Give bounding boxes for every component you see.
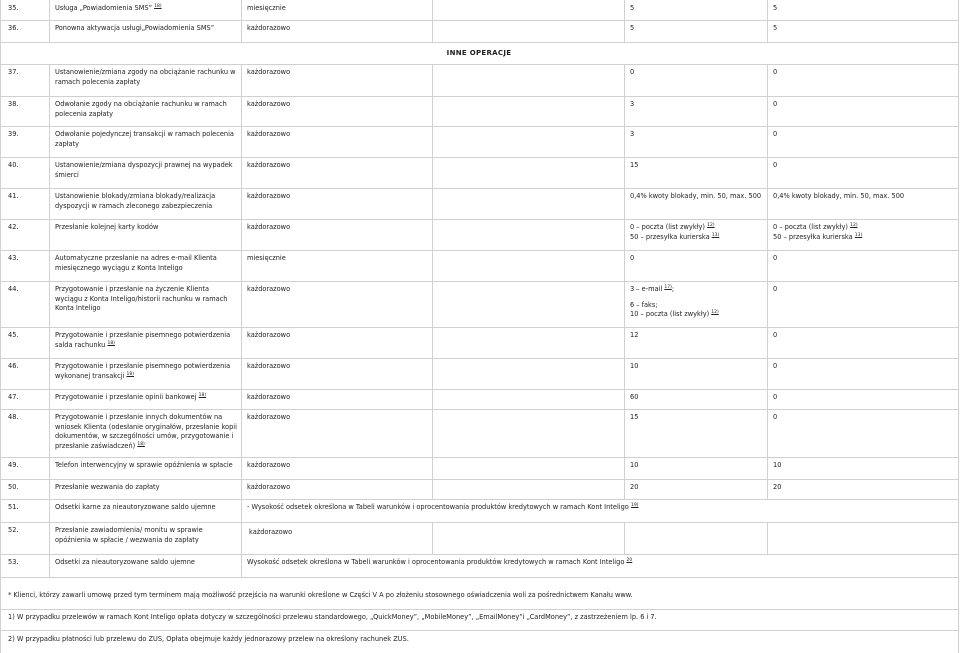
fee-line <box>630 223 719 233</box>
column-divider <box>767 522 768 554</box>
service-name <box>55 285 237 314</box>
row-number-text: 42. <box>8 223 19 231</box>
service-name <box>55 461 237 471</box>
service-name-text: Ustanowienie/zmiana dyspozycji prawnej na wypadek śmierci <box>55 161 233 179</box>
row-number <box>8 285 19 295</box>
row-number-text: 37. <box>8 68 19 76</box>
service-name-text: Przesłanie wezwania do zapłaty <box>55 483 160 491</box>
row-number <box>8 461 19 471</box>
service-name <box>55 331 237 350</box>
fee-standard <box>630 254 634 264</box>
footnote-marker <box>199 393 206 398</box>
footnote-text: 2) W przypadku płatności lub przelewu do ZUS, Opłata obejmuje każdy jednorazowy przelew na określony rachunek ZUS. <box>8 635 409 643</box>
column-divider <box>241 64 242 577</box>
service-name-text: Odsetki za nieautoryzowane saldo ujemne <box>55 558 195 566</box>
frequency-text: każdorazowo <box>247 331 291 339</box>
frequency-text: każdorazowo <box>247 461 291 469</box>
fee-value: 0 <box>773 130 778 138</box>
row-number-text: 50. <box>8 483 19 491</box>
footnote-ref: 13) <box>854 232 863 238</box>
service-name-text: Odwołanie zgody na obciążanie rachunku w ramach polecenia zapłaty <box>55 100 227 118</box>
frequency <box>247 483 290 493</box>
row-number <box>8 526 19 536</box>
fee-discounted <box>773 362 777 372</box>
footnote <box>8 613 657 623</box>
row-divider <box>0 188 958 189</box>
row-divider <box>0 20 958 21</box>
frequency-text: każdorazowo <box>247 130 291 138</box>
fee-value: 0,4% kwoty blokady, min. 50, max. 500 <box>630 192 762 200</box>
fee-line <box>773 223 862 233</box>
service-name <box>55 362 237 381</box>
footnote <box>8 635 409 645</box>
section-header <box>0 49 958 59</box>
frequency-text: każdorazowo <box>247 393 291 401</box>
frequency-text: Wysokość odsetek określona w Tabeli warunków i oprocentowania produktów kredytowych w ramach Kont Inteligo <box>247 558 625 566</box>
fee-line <box>630 310 719 320</box>
frequency <box>247 223 290 233</box>
frequency <box>247 362 290 372</box>
service-name-text: Przygotowanie i przesłanie na życzenie Klienta wyciągu z Konta Inteligo/historii rachunku w ramach Konta Inteligo <box>55 285 228 312</box>
fee-value: 0 <box>773 393 778 401</box>
fee-discounted <box>773 223 862 242</box>
column-divider <box>432 0 433 42</box>
footnote-marker <box>855 233 862 238</box>
frequency-text: każdorazowo <box>247 161 291 169</box>
row-divider <box>0 522 958 523</box>
column-divider <box>767 0 768 42</box>
row-divider <box>0 96 958 97</box>
fee-value: 0,4% kwoty blokady, min. 50, max. 500 <box>773 192 905 200</box>
frequency <box>247 503 638 513</box>
fee-standard <box>630 331 638 341</box>
footnote-marker <box>127 372 134 377</box>
fee-discounted <box>773 393 777 403</box>
row-number <box>8 413 19 423</box>
frequency-text: każdorazowo <box>247 483 291 491</box>
row-number-text: 51. <box>8 503 19 511</box>
footnote-marker <box>707 223 714 228</box>
row-divider <box>0 327 958 328</box>
fee-standard <box>630 413 638 423</box>
frequency-text: miesięcznie <box>247 4 286 12</box>
frequency-text: każdorazowo <box>247 24 291 32</box>
service-name <box>55 558 237 568</box>
fee-line-text: 50 – przesyłka kurierska <box>773 232 853 241</box>
row-divider <box>0 409 958 410</box>
service-name-text: Telefon interwencyjny w sprawie opóźnienia w spłacie <box>55 461 233 469</box>
fee-value: 5 <box>630 4 635 12</box>
row-number <box>8 192 19 202</box>
row-divider <box>0 250 958 251</box>
footnote-ref: 18) <box>126 371 134 377</box>
row-number-text: 48. <box>8 413 19 421</box>
fee-standard <box>630 161 638 171</box>
footnote-marker <box>631 503 638 508</box>
row-divider <box>0 609 958 610</box>
fee-standard <box>630 223 719 242</box>
row-number-text: 44. <box>8 285 19 293</box>
fee-value: 10 <box>773 461 782 469</box>
row-divider <box>0 389 958 390</box>
footnote-ref: 20 <box>626 558 633 563</box>
frequency-text: każdorazowo <box>247 68 291 76</box>
fee-value: 3 <box>630 130 635 138</box>
footnote-ref: 12) <box>850 223 858 228</box>
fee-discounted <box>773 130 777 140</box>
row-number-text: 41. <box>8 192 19 200</box>
fee-value: 20 <box>630 483 639 491</box>
service-name-text: Przygotowanie i przesłanie opinii bankowej <box>55 393 197 401</box>
fee-discounted <box>773 161 777 171</box>
footnote-ref: 12) <box>711 310 719 315</box>
fee-discounted <box>773 254 777 264</box>
fee-standard <box>630 130 634 140</box>
frequency-text: każdorazowo <box>247 100 291 108</box>
frequency <box>247 24 290 34</box>
fee-standard <box>630 483 638 493</box>
footnote-ref: 18) <box>137 441 145 447</box>
service-name <box>55 161 237 180</box>
service-name-text: Odwołanie pojedynczej transakcji w ramach polecenia zapłaty <box>55 130 234 148</box>
service-name <box>55 24 237 34</box>
footnote-ref: 18) <box>107 340 115 346</box>
column-divider <box>432 522 433 554</box>
column-divider <box>432 64 433 499</box>
service-name-text: Ustanowienie/zmiana zgody na obciążanie rachunku w ramach polecenia zapłaty <box>55 68 236 86</box>
fee-discounted <box>773 483 781 493</box>
row-divider <box>0 219 958 220</box>
fee-discounted <box>773 4 777 14</box>
row-divider <box>0 358 958 359</box>
footnote-marker <box>711 310 718 315</box>
fee-standard <box>630 68 634 78</box>
fee-line-text: 50 – przesyłka kurierska <box>630 232 710 241</box>
fee-value: 0 <box>630 254 635 262</box>
column-divider <box>624 64 625 499</box>
row-divider <box>0 42 958 43</box>
frequency-text: każdorazowo <box>247 362 291 370</box>
frequency <box>247 130 290 140</box>
row-divider <box>0 157 958 158</box>
fee-standard <box>630 100 634 110</box>
footnote-ref: 18) <box>198 393 207 398</box>
fee-discounted <box>773 68 777 78</box>
fee-value: 15 <box>630 161 639 169</box>
fee-value: 5 <box>630 24 635 32</box>
row-number <box>8 24 19 34</box>
section-header-label: INNE OPERACJE <box>446 49 512 57</box>
row-divider <box>0 499 958 500</box>
fee-line-text: 0 – poczta (list zwykły) <box>773 223 848 231</box>
fee-discounted <box>773 192 904 202</box>
column-divider <box>0 0 1 577</box>
row-number <box>8 223 19 233</box>
frequency <box>247 192 290 202</box>
fee-line-text: 6 – faks; <box>630 300 658 309</box>
fee-standard <box>630 24 634 34</box>
row-number <box>8 331 19 341</box>
fee-value: 12 <box>630 331 639 339</box>
fee-value: 10 <box>630 362 639 370</box>
column-divider <box>241 0 242 42</box>
fee-value: 0 <box>773 68 778 76</box>
fee-value: 0 <box>773 254 778 262</box>
service-name <box>55 413 237 451</box>
fee-standard <box>630 285 719 320</box>
row-number <box>8 161 19 171</box>
service-name <box>55 483 237 493</box>
service-name-text: Odsetki karne za nieautoryzowane saldo ujemne <box>55 503 216 511</box>
footnote-marker <box>137 442 144 447</box>
column-divider <box>49 64 50 577</box>
frequency <box>247 413 290 423</box>
row-number-text: 38. <box>8 100 19 108</box>
footnote-marker <box>712 233 719 238</box>
row-divider <box>0 126 958 127</box>
frequency-text: każdorazowo <box>247 192 291 200</box>
fee-standard <box>630 4 634 14</box>
footnote-marker <box>664 285 671 290</box>
row-number-text: 46. <box>8 362 19 370</box>
row-number <box>8 483 19 493</box>
footnote-text: 1) W przypadku przelewów w ramach Kont Inteligo opłata dotyczy w szczególności przelewu standardowego, „QuickMoney”, „MobileMoney”, „EmailMoney”i „CardMoney”, z zastrzeżeniem lp. 6 i 7. <box>8 613 657 621</box>
fee-value: 5 <box>773 4 778 12</box>
fee-value: 0 <box>773 362 778 370</box>
fee-discounted <box>773 100 777 110</box>
fee-value: 0 <box>773 100 778 108</box>
row-number <box>8 100 19 110</box>
frequency-text: każdorazowo <box>247 223 291 231</box>
frequency <box>247 461 290 471</box>
column-divider <box>958 0 959 577</box>
row-number <box>8 254 19 264</box>
fee-value: 60 <box>630 393 639 401</box>
frequency-text: każdorazowo <box>249 528 293 536</box>
row-divider <box>0 457 958 458</box>
fee-discounted <box>773 285 777 295</box>
row-number-text: 39. <box>8 130 19 138</box>
service-name <box>55 254 237 273</box>
fee-standard <box>630 192 761 202</box>
fee-value: 0 <box>773 331 778 339</box>
row-number <box>8 4 19 14</box>
service-name <box>55 526 237 545</box>
service-name-text: Przygotowanie i przesłanie pisemnego potwierdzenia salda rachunku <box>55 331 231 349</box>
row-number-text: 35. <box>8 4 19 12</box>
fee-discounted <box>773 413 777 423</box>
row-number <box>8 68 19 78</box>
footnote-ref: 18) <box>154 4 162 9</box>
row-number <box>8 393 19 403</box>
footnote-ref: 19) <box>630 503 639 508</box>
frequency <box>247 161 290 171</box>
frequency <box>247 285 290 295</box>
row-divider <box>0 281 958 282</box>
service-name-text: Ponowna aktywacja usługi„Powiadomienia SMS” <box>55 24 215 32</box>
fee-value: 15 <box>630 413 639 421</box>
service-name-text: Przesłanie kolejnej karty kodów <box>55 223 159 231</box>
fee-standard <box>630 461 638 471</box>
footnote-ref: 17) <box>664 285 672 290</box>
footnote-ref: 12) <box>707 223 715 228</box>
footnote-marker <box>626 558 632 563</box>
service-name <box>55 503 237 513</box>
fee-value: 5 <box>773 24 778 32</box>
service-name <box>55 130 237 149</box>
column-divider <box>624 522 625 554</box>
frequency <box>247 393 290 403</box>
fee-line-tail: ; <box>671 285 675 293</box>
fee-value: 3 <box>630 100 635 108</box>
frequency <box>247 4 286 14</box>
service-name <box>55 4 237 14</box>
service-name-text: Automatyczne przesłanie na adres e-mail Klienta miesięcznego wyciągu z Konta Inteligo <box>55 254 217 272</box>
fee-discounted <box>773 24 777 34</box>
footnote-ref: 13) <box>711 232 720 238</box>
fee-line <box>630 233 719 243</box>
service-name-text: Ustanowienie blokady/zmiana blokady/realizacja dyspozycji w ramach zleconego zabezpieczenia <box>55 192 216 210</box>
frequency <box>247 558 632 568</box>
row-divider <box>0 630 958 631</box>
service-name-text: Usługa „Powiadomienia SMS” <box>55 4 153 12</box>
fee-discounted <box>773 331 777 341</box>
row-number-text: 43. <box>8 254 19 262</box>
fee-value: 0 <box>773 413 778 421</box>
row-number-text: 45. <box>8 331 19 339</box>
column-divider <box>49 0 50 42</box>
frequency <box>247 100 290 110</box>
row-number-text: 52. <box>8 526 19 534</box>
row-number <box>8 362 19 372</box>
frequency-text: - Wysokość odsetek określona w Tabeli warunków i oprocentowania produktów kredytowych w ramach Kont Inteligo <box>247 503 629 511</box>
footnote-marker <box>107 341 114 346</box>
column-divider <box>0 577 1 653</box>
row-number <box>8 503 19 513</box>
service-name-text: Przygotowanie i przesłanie pisemnego potwierdzenia wykonanej transakcji <box>55 362 231 380</box>
row-divider <box>0 479 958 480</box>
frequency <box>247 331 290 341</box>
footnote-marker <box>850 223 857 228</box>
service-name-text: Przesłanie zawiadomienia/ monitu w sprawie opóźnienia w spłacie / wezwania do zapłaty <box>55 526 203 544</box>
fee-line-text: 3 – e-mail <box>630 285 663 293</box>
column-divider <box>624 0 625 42</box>
row-number <box>8 558 19 568</box>
fee-standard <box>630 362 638 372</box>
frequency-text: każdorazowo <box>247 413 291 421</box>
fee-value: 0 <box>773 285 778 293</box>
fee-value: 20 <box>773 483 782 491</box>
frequency-text: miesięcznie <box>247 254 286 262</box>
frequency-text: każdorazowo <box>247 285 291 293</box>
fee-discounted <box>773 461 781 471</box>
row-number <box>8 130 19 140</box>
frequency <box>249 528 292 538</box>
frequency <box>247 68 290 78</box>
service-name-text: Przygotowanie i przesłanie innych dokumentów na wniosek Klienta (odesłanie oryginałów, przesłanie kopii dokumentów, w szczególności umów, przygotowanie i przesłanie zaświadczeń) <box>55 413 237 450</box>
fee-line <box>630 285 719 295</box>
frequency <box>247 254 286 264</box>
row-number-text: 53. <box>8 558 19 566</box>
fee-line <box>630 301 719 311</box>
service-name <box>55 192 237 211</box>
service-name <box>55 68 237 87</box>
row-number-text: 40. <box>8 161 19 169</box>
row-number-text: 49. <box>8 461 19 469</box>
fee-line-text: 0 – poczta (list zwykły) <box>630 223 705 231</box>
row-number-text: 36. <box>8 24 19 32</box>
fee-value: 10 <box>630 461 639 469</box>
row-divider <box>0 64 958 65</box>
row-number-text: 47. <box>8 393 19 401</box>
row-divider <box>0 577 958 578</box>
service-name <box>55 100 237 119</box>
row-divider <box>0 554 958 555</box>
fee-line <box>773 233 862 243</box>
column-divider <box>958 577 959 653</box>
fee-value: 0 <box>773 161 778 169</box>
fee-standard <box>630 393 638 403</box>
fee-value: 0 <box>630 68 635 76</box>
footnote <box>8 591 633 601</box>
service-name <box>55 223 237 233</box>
footnote-text: * Klienci, którzy zawarli umowę przed tym terminem mają możliwość przejścia na warunki określone w Części V A po złożeniu stosownego oświadczenia woli za pośrednictwem Kanału www. <box>8 591 633 599</box>
fee-line-text: 10 – poczta (list zwykły) <box>630 310 710 318</box>
service-name <box>55 393 237 403</box>
footnote-marker <box>154 4 161 9</box>
column-divider <box>767 64 768 499</box>
